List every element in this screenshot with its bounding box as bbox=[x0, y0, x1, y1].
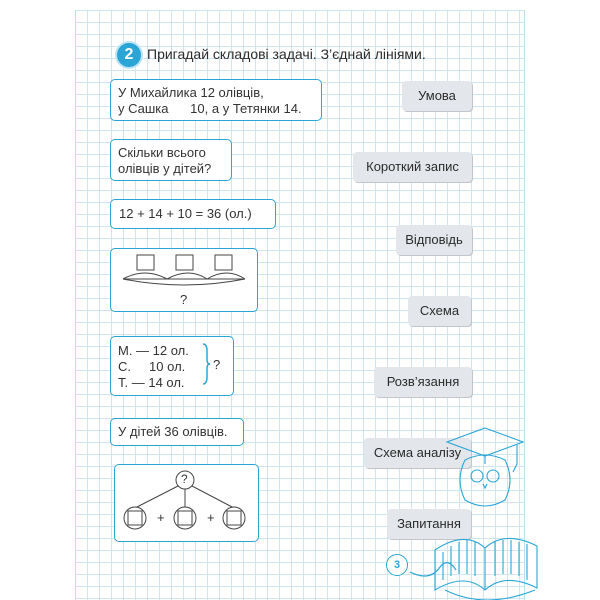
analysis-plus-1: + bbox=[157, 510, 165, 525]
answer-card[interactable] bbox=[110, 418, 244, 446]
task-instruction: Пригадай складові задачі. З’єднай лініями. bbox=[147, 46, 426, 62]
condition-line-1: У Михайлика 12 олівців, bbox=[118, 85, 264, 100]
label-zapytannia-button[interactable]: Запитання bbox=[387, 509, 471, 539]
label-vidpovid-button[interactable]: Відповідь bbox=[396, 225, 472, 255]
question-line-2: олівців у дітей? bbox=[118, 161, 212, 176]
short-note-line-1: М. — 12 ол. bbox=[118, 343, 189, 358]
label-korotkyi-zapys-button[interactable]: Короткий запис bbox=[353, 152, 472, 182]
page-number: 3 bbox=[386, 554, 408, 576]
short-note-card[interactable] bbox=[110, 336, 234, 396]
short-note-line-2: С. 10 ол. bbox=[118, 359, 186, 374]
short-note-line-3: Т. — 14 ол. bbox=[118, 375, 185, 390]
scheme-question-mark: ? bbox=[180, 292, 188, 307]
scheme-box-3 bbox=[215, 255, 232, 270]
analysis-plus-2: + bbox=[207, 510, 215, 525]
label-skhema-button[interactable]: Схема bbox=[408, 296, 471, 326]
scheme-card[interactable] bbox=[110, 248, 258, 312]
condition-card[interactable] bbox=[110, 79, 322, 121]
scheme-box-2 bbox=[176, 255, 193, 270]
curly-brace-icon bbox=[201, 343, 211, 385]
analysis-question-mark: ? bbox=[181, 472, 188, 486]
solution-card[interactable] bbox=[110, 199, 276, 229]
condition-line-2: у Сашка 10, а у Тетянки 14. bbox=[118, 101, 302, 116]
task-number-badge: 2 bbox=[117, 43, 141, 67]
label-skhema-analizu-button[interactable]: Схема аналізу bbox=[364, 438, 471, 468]
analysis-mid-circle bbox=[174, 507, 196, 529]
answer-text: У дітей 36 олівців. bbox=[118, 424, 228, 439]
label-rozviazannia-button[interactable]: Розв’язання bbox=[374, 367, 472, 397]
analysis-left-circle bbox=[124, 507, 146, 529]
analysis-scheme-card[interactable] bbox=[114, 464, 259, 542]
question-line-1: Скільки всього bbox=[118, 145, 206, 160]
analysis-right-circle bbox=[223, 507, 245, 529]
question-card[interactable] bbox=[110, 139, 232, 181]
solution-text: 12 + 14 + 10 = 36 (ол.) bbox=[119, 206, 252, 221]
short-note-question-mark: ? bbox=[213, 357, 221, 372]
scheme-box-1 bbox=[137, 255, 154, 270]
label-umova-button[interactable]: Умова bbox=[402, 81, 472, 111]
